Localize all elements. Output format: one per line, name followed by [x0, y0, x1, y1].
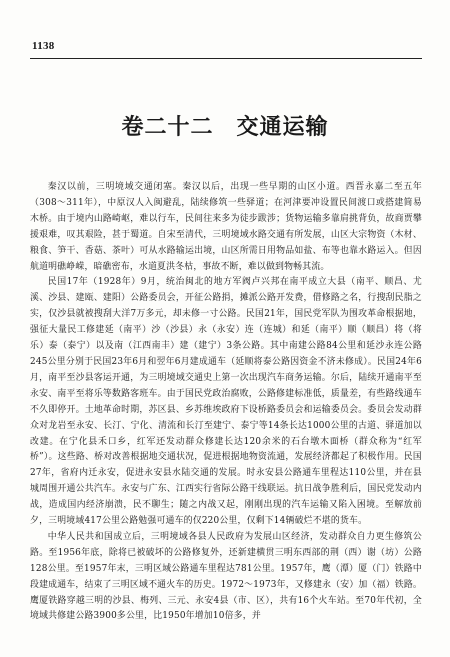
- paragraph-prc-era: 中华人民共和国成立后，三明境域各县人民政府为发展山区经济，发动群众自力更生修筑公路。至1956年底，除将已被破坏的公路修复外，还新建横贯三明东西部的荆（西）谢（坊）公路128公里。至1957年末，三明区域公路通车里程达781公里。1957年，鹰（潭）厦（门）铁路中段建成通车，结束了三明区域不通火车的历史。1972～1973年，又修建永（安）加（福）铁路。鹰厦铁路穿越三明的沙县、梅列、三元、永安4县（市、区），共有16个火车站。至70年代初，全境域共修建公路3900多公里，比1950年增加10倍多，并: [30, 531, 422, 622]
- header-rule: [30, 58, 422, 59]
- chapter-title: 卷二十二 交通运输: [121, 115, 329, 140]
- page-number: 1138: [32, 40, 55, 52]
- body-text: [30, 180, 422, 625]
- paragraph-pre-qin-han: 秦汉以前，三明境域交通闭塞。秦汉以后，出现一些早期的山区小道。西晋永嘉二至五年（308～311年），中原汉人入闽避乱，陆续修筑一些驿道；在河津要冲设置民间渡口或搭建简易木桥。由于境内山路崎岖，难以行车，民间往来多为徒步跋涉；货物运输多靠肩挑背负，故商贾攀援艰难，叹其艰险，甚于蜀道。自宋至清代，三明境域水路交通有所发展，山区大宗物资（木材、粮食、笋干、香菇、茶叶）可从水路输运出境，山区所需日用物品如盐、布等也靠水路运入。但因航道明礁峥嵘，暗礁密布，水道夏洪冬枯，事故不断，难以做到物畅其流。: [30, 182, 422, 272]
- paragraph-republic-era: 民国17年（1928年）9月，统治闽北的地方军阀卢兴邦在南平成立大县（南平、顺昌、尤溪、沙县、建瓯、建阳）公路委员会，开征公路捐，摊派公路开发费，借修路之名，行搜刮民脂之实，仅沙县就被搜刮大洋7万多元，却未修一寸公路。民国21年，国民党军队为围攻革命根据地，强征大量民工修建延（南平）沙（沙县）永（永安）连（连城）和延（南平）顺（顺昌）将（将乐）泰（泰宁）以及南（江西南丰）建（建宁）3条公路。其中南建公路84公里和延沙永连公路245公里分别于民国23年6月和翌年6月建成通车（延顺将泰公路因资金不济未修成）。民国24年6月，南平至沙县客运开通，为三明境域交通史上第一次出现汽车商务运输。尔后，陆续开通南平至永安、南平至将乐等数路客班车。由于国民党政治腐败，公路修建标准低，质量差，有些路线通车不久即停开。土地革命时期，苏区县、乡苏维埃政府下设桥路委员会和运输委员会。委员会发动群众对龙岩至永安、长汀、宁化、清流和长汀至建宁、泰宁等14条长达1000公里的古道、驿道加以改建。在宁化县禾口乡，红军还发动群众修建长达120余米的石台墩木面桥（群众称为“红军桥”）。这些路、桥对改善根据地交通状况，促进根据地物资流通，发展经济都起了积极作用。民国27年，省府内迁永安，促进永安县水陆交通的发展。时永安县公路通车里程达110公里，并在县城周围开通公共汽车。永安与广东、江西实行省际公路干线联运。抗日战争胜利后，国民党发动内战，造成国内经济崩溃，民不聊生；随之内战又起，刚刚出现的汽车运输又陷入困境。至解放前夕，三明境域417公里公路勉强可通车的仅220公里，仅剩下14辆破烂不堪的货车。: [30, 277, 422, 527]
